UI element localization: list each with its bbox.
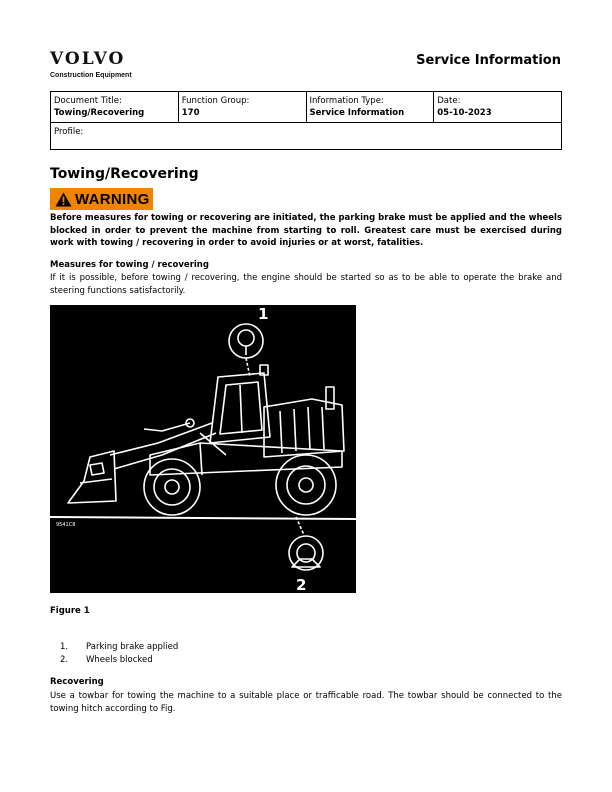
warning-text: Before measures for towing or recovering are initiated, the parking brake must be applied and the wheels blocked in order to prevent the machine from starting to roll. Greatest care must be exercised during work with towing / recovering in order to avoid injuries or at worst, fatalities. <box>50 213 562 248</box>
document-title-label: Document Title: <box>54 96 122 106</box>
warning-badge <box>50 188 153 210</box>
function-group-label: Function Group: <box>181 96 250 106</box>
document-title-value: Towing/Recovering <box>54 108 145 118</box>
measures-heading: Measures for towing / recovering <box>50 260 209 270</box>
document-info-table <box>50 91 562 150</box>
date-value: 05-10-2023 <box>437 108 492 118</box>
volvo-logo <box>50 50 132 81</box>
function-group-value: 170 <box>181 108 200 118</box>
recovering-heading: Recovering <box>50 677 104 687</box>
logo-wordmark: VOLVO <box>50 49 126 69</box>
wheel-loader-illustration <box>50 305 356 593</box>
list-item-text: Parking brake applied <box>86 642 179 652</box>
date-label: Date: <box>437 96 461 106</box>
recovering-text: Use a towbar for towing the machine to a suitable place or trafficable road. The towbar should be connected to the towing hitch according to Fig. <box>50 691 562 714</box>
document-title-cell <box>51 92 179 123</box>
information-type-cell <box>306 92 434 123</box>
page-title: Towing/Recovering <box>50 166 199 182</box>
figure-legend-list <box>60 641 178 666</box>
callout-1-label: 1 <box>258 305 269 323</box>
wheel-loader-figure <box>50 305 356 593</box>
callout-2-label: 2 <box>296 576 307 593</box>
warning-label: WARNING <box>75 190 150 208</box>
list-item-text: Wheels blocked <box>86 654 153 665</box>
information-type-label: Information Type: <box>309 96 384 106</box>
list-item <box>60 654 178 667</box>
logo-subtitle: Construction Equipment <box>50 72 132 79</box>
date-cell <box>434 92 562 123</box>
list-item-number: 1. <box>60 642 69 652</box>
warning-triangle-icon <box>55 192 72 207</box>
figure-caption: Figure 1 <box>50 606 90 616</box>
information-type-value: Service Information <box>309 108 405 118</box>
list-item-number: 2. <box>60 654 69 665</box>
measures-text: If it is possible, before towing / recovering, the engine should be started so as to be able to operate the brake and steering functions satisfactorily. <box>50 273 562 296</box>
list-item <box>60 641 178 654</box>
profile-label: Profile: <box>54 127 84 137</box>
figure-reference-mark: 9541C8 <box>56 522 76 528</box>
function-group-cell <box>178 92 306 123</box>
document-type-heading: Service Information <box>416 53 561 68</box>
profile-cell <box>51 123 562 150</box>
